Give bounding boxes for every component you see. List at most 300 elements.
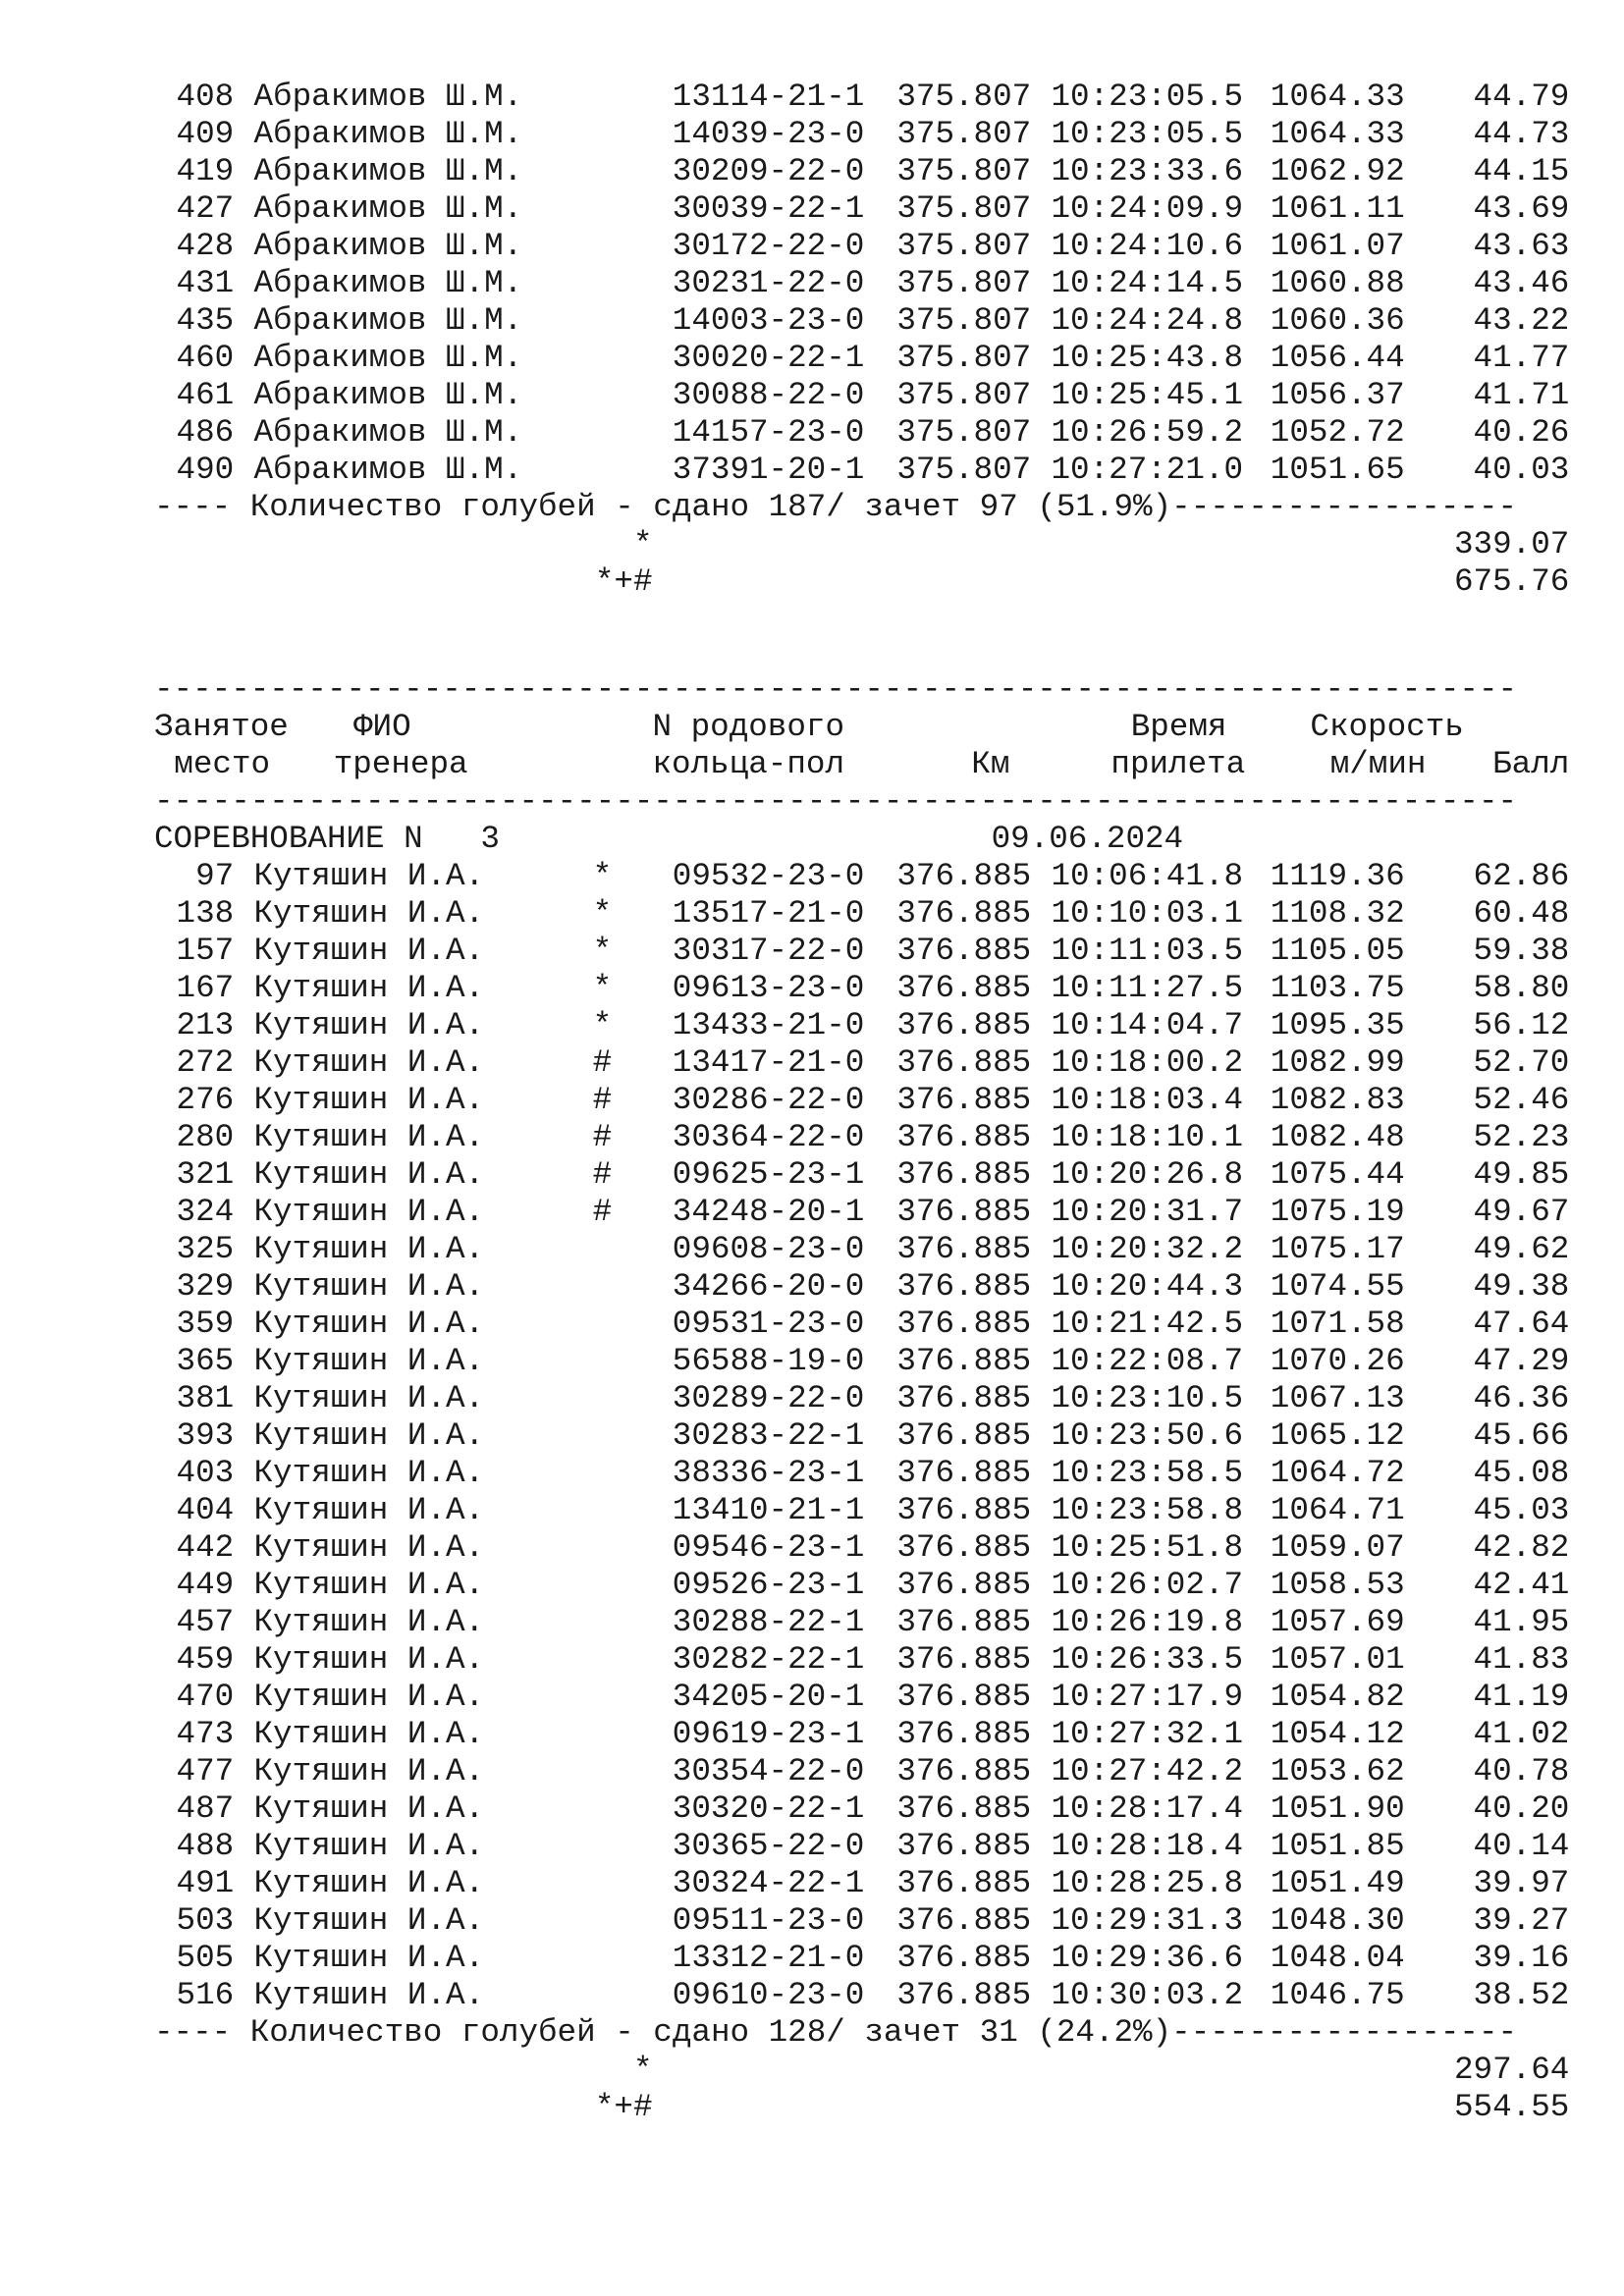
ring-cell: 30209-22-0 — [672, 153, 865, 189]
ring-cell: 30324-22-1 — [672, 1865, 865, 1901]
total-value: 297.64 — [1454, 2052, 1570, 2088]
trainer-name-cell: Кутяшин И.А. — [253, 1716, 485, 1752]
speed-cell: 1064.33 — [1270, 79, 1405, 115]
speed-cell: 1048.04 — [1270, 1940, 1405, 1976]
col-speed-label: м/мин — [1329, 746, 1427, 782]
ring-cell: 30020-22-1 — [672, 340, 865, 376]
arrival-time-cell: 10:20:44.3 — [1051, 1268, 1244, 1305]
trainer-name-cell: Абракимов Ш.М. — [253, 302, 523, 339]
place-cell: 325 — [176, 1231, 235, 1267]
score-cell: 62.86 — [1473, 858, 1570, 894]
arrival-time-cell: 10:20:26.8 — [1051, 1156, 1244, 1193]
speed-cell: 1082.83 — [1270, 1082, 1405, 1118]
place-cell: 167 — [176, 970, 235, 1006]
ring-cell: 09619-23-1 — [672, 1716, 865, 1752]
km-cell: 375.807 — [896, 414, 1032, 451]
place-cell: 329 — [176, 1268, 235, 1305]
trainer-name-cell: Кутяшин И.А. — [253, 895, 485, 932]
arrival-time-cell: 10:24:24.8 — [1051, 302, 1244, 339]
col-place-label: место — [174, 746, 271, 782]
speed-cell: 1119.36 — [1270, 858, 1405, 894]
trainer-name-cell: Кутяшин И.А. — [253, 1641, 485, 1678]
mark-cell: # — [592, 1156, 613, 1193]
trainer-name-cell: Кутяшин И.А. — [253, 1679, 485, 1715]
trainer-name-cell: Кутяшин И.А. — [253, 1119, 485, 1155]
trainer-name-cell: Кутяшин И.А. — [253, 1529, 485, 1566]
table-row — [154, 1455, 1588, 1492]
speed-cell: 1060.88 — [1270, 265, 1405, 301]
arrival-time-cell: 10:23:05.5 — [1051, 116, 1244, 152]
ring-cell: 14157-23-0 — [672, 414, 865, 451]
trainer-name-cell: Кутяшин И.А. — [253, 1567, 485, 1603]
km-cell: 376.885 — [896, 1194, 1032, 1230]
table-row — [154, 933, 1588, 970]
table-row — [154, 1529, 1588, 1567]
speed-cell: 1054.12 — [1270, 1716, 1405, 1752]
km-cell: 375.807 — [896, 452, 1032, 488]
table-row — [154, 414, 1588, 452]
ring-cell: 09625-23-1 — [672, 1156, 865, 1193]
ring-cell: 30283-22-1 — [672, 1417, 865, 1454]
header-rule-bottom — [154, 783, 1588, 821]
score-cell: 45.66 — [1473, 1417, 1570, 1454]
score-cell: 42.82 — [1473, 1529, 1570, 1566]
trainer-name-cell: Кутяшин И.А. — [253, 1306, 485, 1342]
km-cell: 376.885 — [896, 1567, 1032, 1603]
table-row — [154, 1343, 1588, 1380]
score-cell: 44.73 — [1473, 116, 1570, 152]
table-row — [154, 1119, 1588, 1156]
score-cell: 41.02 — [1473, 1716, 1570, 1752]
ring-cell: 13410-21-1 — [672, 1492, 865, 1528]
table-row — [154, 1790, 1588, 1828]
table-row — [154, 190, 1588, 228]
speed-cell: 1053.62 — [1270, 1753, 1405, 1789]
table-row — [154, 116, 1588, 153]
trainer-name-cell: Абракимов Ш.М. — [253, 340, 523, 376]
place-cell: 505 — [176, 1940, 235, 1976]
trainer-name-cell: Кутяшин И.А. — [253, 970, 485, 1006]
trainer-name-cell: Кутяшин И.А. — [253, 1268, 485, 1305]
trainer-name-cell: Кутяшин И.А. — [253, 1417, 485, 1454]
place-cell: 393 — [176, 1417, 235, 1454]
trainer-name-cell: Кутяшин И.А. — [253, 1790, 485, 1827]
place-cell: 321 — [176, 1156, 235, 1193]
speed-cell: 1056.44 — [1270, 340, 1405, 376]
score-cell: 43.46 — [1473, 265, 1570, 301]
place-cell: 280 — [176, 1119, 235, 1155]
total-value: 675.76 — [1454, 563, 1570, 600]
speed-cell: 1082.99 — [1270, 1044, 1405, 1081]
place-cell: 477 — [176, 1753, 235, 1789]
score-cell: 40.20 — [1473, 1790, 1570, 1827]
km-cell: 376.885 — [896, 1604, 1032, 1640]
speed-cell: 1048.30 — [1270, 1902, 1405, 1939]
total-value: 339.07 — [1454, 526, 1570, 562]
speed-cell: 1105.05 — [1270, 933, 1405, 969]
ring-cell: 34266-20-0 — [672, 1268, 865, 1305]
score-cell: 44.15 — [1473, 153, 1570, 189]
ring-cell: 13433-21-0 — [672, 1007, 865, 1043]
score-cell: 47.29 — [1473, 1343, 1570, 1379]
speed-cell: 1051.85 — [1270, 1828, 1405, 1864]
col-name-label: ФИО — [353, 709, 411, 745]
competition-title: СОРЕВНОВАНИЕ N 3 — [154, 821, 500, 857]
total-marker: * — [632, 2052, 653, 2088]
ring-cell: 13312-21-0 — [672, 1940, 865, 1976]
score-cell: 49.85 — [1473, 1156, 1570, 1193]
km-cell: 376.885 — [896, 1044, 1032, 1081]
ring-cell: 30088-22-0 — [672, 377, 865, 413]
score-cell: 45.08 — [1473, 1455, 1570, 1491]
ring-cell: 37391-20-1 — [672, 452, 865, 488]
km-cell: 376.885 — [896, 1753, 1032, 1789]
place-cell: 97 — [195, 858, 235, 894]
km-cell: 375.807 — [896, 79, 1032, 115]
table-row — [154, 1679, 1588, 1716]
col-km-label: Км — [971, 746, 1010, 782]
arrival-time-cell: 10:28:18.4 — [1051, 1828, 1244, 1864]
place-cell: 473 — [176, 1716, 235, 1752]
table-row — [154, 895, 1588, 933]
header-rule: ----------------------------------------------------------------------- — [154, 671, 1518, 708]
km-cell: 375.807 — [896, 153, 1032, 189]
place-cell: 488 — [176, 1828, 235, 1864]
trainer-name-cell: Кутяшин И.А. — [253, 1231, 485, 1267]
score-cell: 40.03 — [1473, 452, 1570, 488]
trainer-name-cell: Кутяшин И.А. — [253, 1455, 485, 1491]
table-row — [154, 1156, 1588, 1194]
col-ring-label: N родового — [652, 709, 845, 745]
place-cell: 403 — [176, 1455, 235, 1491]
score-cell: 40.26 — [1473, 414, 1570, 451]
ring-cell: 09511-23-0 — [672, 1902, 865, 1939]
trainer-name-cell: Абракимов Ш.М. — [253, 414, 523, 451]
trainer-name-cell: Абракимов Ш.М. — [253, 452, 523, 488]
score-cell: 39.16 — [1473, 1940, 1570, 1976]
ring-cell: 14039-23-0 — [672, 116, 865, 152]
score-cell: 44.79 — [1473, 79, 1570, 115]
ring-cell: 30289-22-0 — [672, 1380, 865, 1416]
km-cell: 376.885 — [896, 1306, 1032, 1342]
arrival-time-cell: 10:23:33.6 — [1051, 153, 1244, 189]
speed-cell: 1095.35 — [1270, 1007, 1405, 1043]
place-cell: 138 — [176, 895, 235, 932]
km-cell: 376.885 — [896, 1343, 1032, 1379]
trainer-name-cell: Абракимов Ш.М. — [253, 377, 523, 413]
place-cell: 408 — [176, 79, 235, 115]
arrival-time-cell: 10:21:42.5 — [1051, 1306, 1244, 1342]
summary-line — [154, 2014, 1588, 2052]
total-line — [154, 563, 1588, 601]
arrival-time-cell: 10:18:03.4 — [1051, 1082, 1244, 1118]
place-cell: 409 — [176, 116, 235, 152]
km-cell: 376.885 — [896, 1641, 1032, 1678]
table-row — [154, 1417, 1588, 1455]
trainer-name-cell: Абракимов Ш.М. — [253, 228, 523, 264]
arrival-time-cell: 10:24:10.6 — [1051, 228, 1244, 264]
mark-cell: * — [592, 895, 613, 932]
trainer-name-cell: Кутяшин И.А. — [253, 1865, 485, 1901]
arrival-time-cell: 10:11:27.5 — [1051, 970, 1244, 1006]
place-cell: 427 — [176, 190, 235, 227]
total-marker: *+# — [594, 563, 653, 600]
speed-cell: 1103.75 — [1270, 970, 1405, 1006]
table-row — [154, 1044, 1588, 1082]
score-cell: 60.48 — [1473, 895, 1570, 932]
ring-cell: 13517-21-0 — [672, 895, 865, 932]
ring-cell: 30317-22-0 — [672, 933, 865, 969]
trainer-name-cell: Кутяшин И.А. — [253, 858, 485, 894]
score-cell: 47.64 — [1473, 1306, 1570, 1342]
km-cell: 376.885 — [896, 895, 1032, 932]
place-cell: 428 — [176, 228, 235, 264]
table-row — [154, 1306, 1588, 1343]
ring-cell: 09526-23-1 — [672, 1567, 865, 1603]
km-cell: 376.885 — [896, 1529, 1032, 1566]
place-cell: 486 — [176, 414, 235, 451]
trainer-name-cell: Абракимов Ш.М. — [253, 79, 523, 115]
place-cell: 213 — [176, 1007, 235, 1043]
km-cell: 376.885 — [896, 1977, 1032, 2013]
arrival-time-cell: 10:20:31.7 — [1051, 1194, 1244, 1230]
col-place-label: Занятое — [154, 709, 289, 745]
col-name-label: тренера — [333, 746, 468, 782]
pigeon-count-summary: ---- Количество голубей - сдано 128/ зачет 31 (24.2%)------------------ — [154, 2014, 1518, 2051]
trainer-name-cell: Абракимов Ш.М. — [253, 190, 523, 227]
header-line-1 — [154, 709, 1588, 746]
place-cell: 442 — [176, 1529, 235, 1566]
score-cell: 56.12 — [1473, 1007, 1570, 1043]
score-cell: 52.23 — [1473, 1119, 1570, 1155]
ring-cell: 56588-19-0 — [672, 1343, 865, 1379]
arrival-time-cell: 10:26:19.8 — [1051, 1604, 1244, 1640]
ring-cell: 30172-22-0 — [672, 228, 865, 264]
trainer-name-cell: Абракимов Ш.М. — [253, 153, 523, 189]
place-cell: 503 — [176, 1902, 235, 1939]
score-cell: 41.19 — [1473, 1679, 1570, 1715]
trainer-name-cell: Кутяшин И.А. — [253, 1828, 485, 1864]
arrival-time-cell: 10:23:58.8 — [1051, 1492, 1244, 1528]
mark-cell: * — [592, 933, 613, 969]
ring-cell: 30039-22-1 — [672, 190, 865, 227]
speed-cell: 1051.90 — [1270, 1790, 1405, 1827]
speed-cell: 1064.72 — [1270, 1455, 1405, 1491]
table-row — [154, 1716, 1588, 1753]
place-cell: 324 — [176, 1194, 235, 1230]
arrival-time-cell: 10:28:17.4 — [1051, 1790, 1244, 1827]
table-row — [154, 1492, 1588, 1529]
arrival-time-cell: 10:23:58.5 — [1051, 1455, 1244, 1491]
arrival-time-cell: 10:29:36.6 — [1051, 1940, 1244, 1976]
score-cell: 52.70 — [1473, 1044, 1570, 1081]
trainer-name-cell: Кутяшин И.А. — [253, 1343, 485, 1379]
km-cell: 376.885 — [896, 1865, 1032, 1901]
place-cell: 276 — [176, 1082, 235, 1118]
speed-cell: 1075.19 — [1270, 1194, 1405, 1230]
table-row — [154, 1753, 1588, 1790]
arrival-time-cell: 10:25:43.8 — [1051, 340, 1244, 376]
table-row — [154, 1828, 1588, 1865]
arrival-time-cell: 10:18:10.1 — [1051, 1119, 1244, 1155]
arrival-time-cell: 10:11:03.5 — [1051, 933, 1244, 969]
km-cell: 376.885 — [896, 1380, 1032, 1416]
ring-cell: 34205-20-1 — [672, 1679, 865, 1715]
ring-cell: 30231-22-0 — [672, 265, 865, 301]
ring-cell: 30282-22-1 — [672, 1641, 865, 1678]
col-time-label: Время — [1130, 709, 1227, 745]
table-row — [154, 970, 1588, 1007]
score-cell: 43.63 — [1473, 228, 1570, 264]
total-line — [154, 2089, 1588, 2126]
table-row — [154, 1641, 1588, 1679]
total-marker: * — [632, 526, 653, 562]
score-cell: 58.80 — [1473, 970, 1570, 1006]
ring-cell: 34248-20-1 — [672, 1194, 865, 1230]
speed-cell: 1070.26 — [1270, 1343, 1405, 1379]
speed-cell: 1065.12 — [1270, 1417, 1405, 1454]
arrival-time-cell: 10:28:25.8 — [1051, 1865, 1244, 1901]
trainer-name-cell: Абракимов Ш.М. — [253, 116, 523, 152]
place-cell: 157 — [176, 933, 235, 969]
km-cell: 376.885 — [896, 1492, 1032, 1528]
km-cell: 375.807 — [896, 228, 1032, 264]
table-row — [154, 79, 1588, 116]
mark-cell: * — [592, 970, 613, 1006]
score-cell: 40.78 — [1473, 1753, 1570, 1789]
arrival-time-cell: 10:30:03.2 — [1051, 1977, 1244, 2013]
km-cell: 376.885 — [896, 1231, 1032, 1267]
ring-cell: 09532-23-0 — [672, 858, 865, 894]
score-cell: 52.46 — [1473, 1082, 1570, 1118]
score-cell: 43.69 — [1473, 190, 1570, 227]
arrival-time-cell: 10:27:17.9 — [1051, 1679, 1244, 1715]
trainer-name-cell: Кутяшин И.А. — [253, 1194, 485, 1230]
table-row — [154, 858, 1588, 895]
table-row — [154, 1380, 1588, 1417]
km-cell: 375.807 — [896, 265, 1032, 301]
score-cell: 38.52 — [1473, 1977, 1570, 2013]
place-cell: 419 — [176, 153, 235, 189]
km-cell: 376.885 — [896, 1940, 1032, 1976]
ring-cell: 13417-21-0 — [672, 1044, 865, 1081]
speed-cell: 1074.55 — [1270, 1268, 1405, 1305]
total-marker: *+# — [594, 2089, 653, 2125]
col-speed-label: Скорость — [1310, 709, 1464, 745]
col-ring-label: кольца-пол — [652, 746, 845, 782]
ring-cell: 09531-23-0 — [672, 1306, 865, 1342]
speed-cell: 1064.71 — [1270, 1492, 1405, 1528]
km-cell: 376.885 — [896, 1268, 1032, 1305]
arrival-time-cell: 10:26:59.2 — [1051, 414, 1244, 451]
score-cell: 41.83 — [1473, 1641, 1570, 1678]
summary-line — [154, 489, 1588, 526]
pigeon-count-summary: ---- Количество голубей - сдано 187/ зачет 97 (51.9%)------------------ — [154, 489, 1518, 525]
competition-line — [154, 821, 1588, 858]
total-value: 554.55 — [1454, 2089, 1570, 2125]
col-time-label: прилета — [1110, 746, 1246, 782]
km-cell: 376.885 — [896, 1455, 1032, 1491]
place-cell: 449 — [176, 1567, 235, 1603]
km-cell: 375.807 — [896, 190, 1032, 227]
mark-cell: * — [592, 1007, 613, 1043]
speed-cell: 1052.72 — [1270, 414, 1405, 451]
trainer-name-cell: Кутяшин И.А. — [253, 1753, 485, 1789]
speed-cell: 1057.01 — [1270, 1641, 1405, 1678]
trainer-name-cell: Кутяшин И.А. — [253, 1156, 485, 1193]
speed-cell: 1108.32 — [1270, 895, 1405, 932]
score-cell: 43.22 — [1473, 302, 1570, 339]
km-cell: 375.807 — [896, 377, 1032, 413]
score-cell: 42.41 — [1473, 1567, 1570, 1603]
score-cell: 49.62 — [1473, 1231, 1570, 1267]
score-cell: 49.38 — [1473, 1268, 1570, 1305]
trainer-name-cell: Кутяшин И.А. — [253, 1977, 485, 2013]
arrival-time-cell: 10:18:00.2 — [1051, 1044, 1244, 1081]
km-cell: 376.885 — [896, 858, 1032, 894]
speed-cell: 1051.49 — [1270, 1865, 1405, 1901]
km-cell: 376.885 — [896, 1082, 1032, 1118]
arrival-time-cell: 10:25:45.1 — [1051, 377, 1244, 413]
competition-date: 09.06.2024 — [991, 821, 1184, 857]
speed-cell: 1056.37 — [1270, 377, 1405, 413]
ring-cell: 30288-22-1 — [672, 1604, 865, 1640]
mark-cell: # — [592, 1044, 613, 1081]
km-cell: 376.885 — [896, 970, 1032, 1006]
speed-cell: 1075.17 — [1270, 1231, 1405, 1267]
trainer-name-cell: Кутяшин И.А. — [253, 1082, 485, 1118]
km-cell: 376.885 — [896, 1828, 1032, 1864]
table-row — [154, 228, 1588, 265]
speed-cell: 1051.65 — [1270, 452, 1405, 488]
arrival-time-cell: 10:22:08.7 — [1051, 1343, 1244, 1379]
trainer-name-cell: Кутяшин И.А. — [253, 1007, 485, 1043]
table-row — [154, 1268, 1588, 1306]
score-cell: 41.77 — [1473, 340, 1570, 376]
place-cell: 470 — [176, 1679, 235, 1715]
arrival-time-cell: 10:29:31.3 — [1051, 1902, 1244, 1939]
table-row — [154, 1567, 1588, 1604]
ring-cell: 14003-23-0 — [672, 302, 865, 339]
table-row — [154, 1231, 1588, 1268]
ring-cell: 09546-23-1 — [672, 1529, 865, 1566]
speed-cell: 1062.92 — [1270, 153, 1405, 189]
total-line — [154, 2052, 1588, 2089]
table-row — [154, 1082, 1588, 1119]
arrival-time-cell: 10:27:21.0 — [1051, 452, 1244, 488]
place-cell: 516 — [176, 1977, 235, 2013]
header-rule: ----------------------------------------------------------------------- — [154, 783, 1518, 820]
arrival-time-cell: 10:20:32.2 — [1051, 1231, 1244, 1267]
score-cell: 49.67 — [1473, 1194, 1570, 1230]
table-row — [154, 452, 1588, 489]
speed-cell: 1054.82 — [1270, 1679, 1405, 1715]
ring-cell: 09613-23-0 — [672, 970, 865, 1006]
place-cell: 490 — [176, 452, 235, 488]
ring-cell: 13114-21-1 — [672, 79, 865, 115]
place-cell: 431 — [176, 265, 235, 301]
arrival-time-cell: 10:27:32.1 — [1051, 1716, 1244, 1752]
km-cell: 376.885 — [896, 1417, 1032, 1454]
table-row — [154, 1977, 1588, 2014]
score-cell: 41.71 — [1473, 377, 1570, 413]
speed-cell: 1067.13 — [1270, 1380, 1405, 1416]
table-row — [154, 377, 1588, 414]
km-cell: 375.807 — [896, 302, 1032, 339]
mark-cell: # — [592, 1194, 613, 1230]
score-cell: 41.95 — [1473, 1604, 1570, 1640]
ring-cell: 30286-22-0 — [672, 1082, 865, 1118]
